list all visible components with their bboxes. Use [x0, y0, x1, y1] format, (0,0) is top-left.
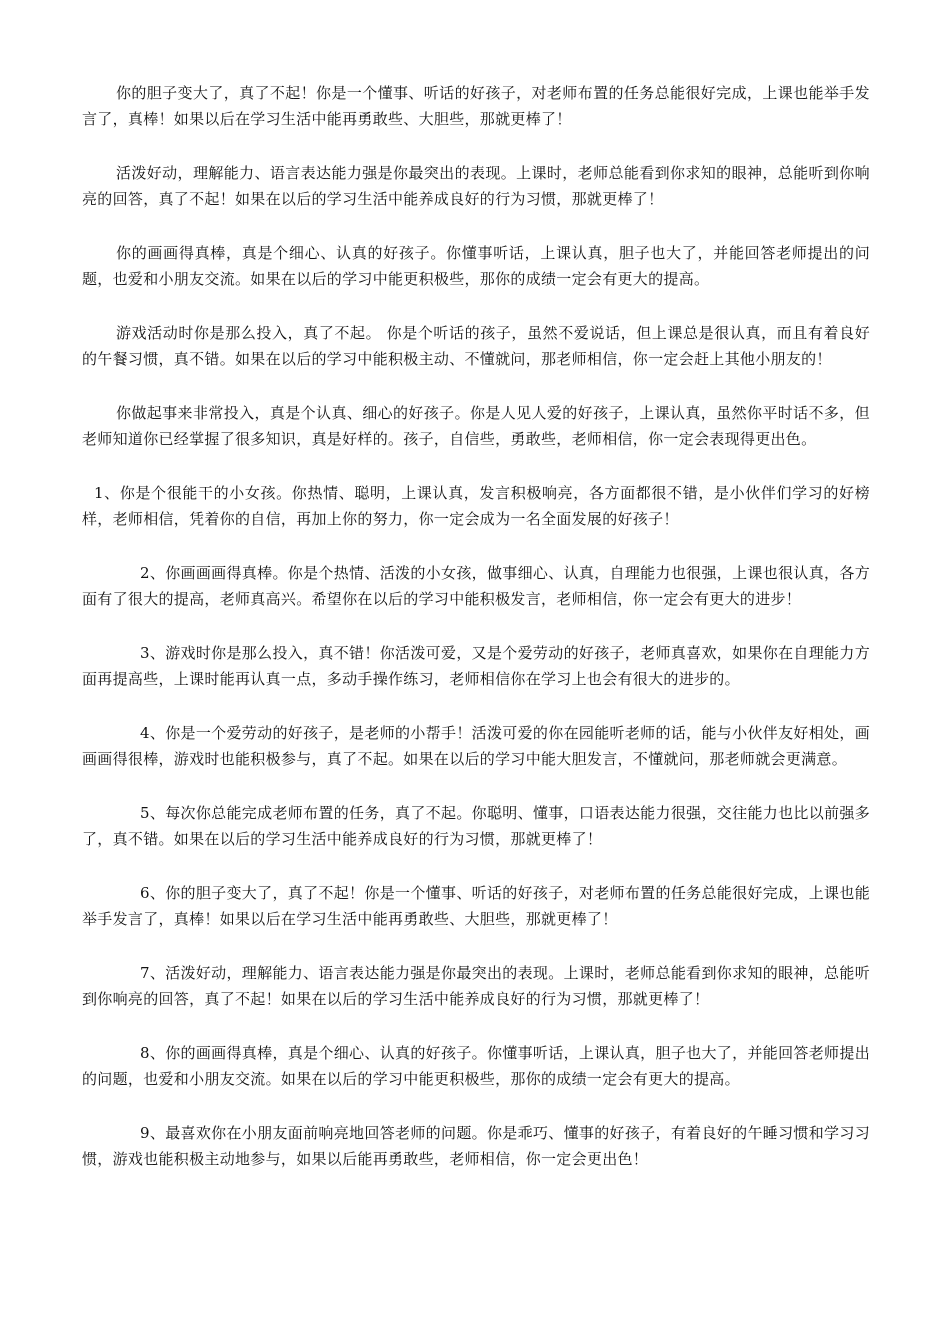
comment-paragraph: 活泼好动，理解能力、语言表达能力强是你最突出的表现。上课时，老师总能看到你求知的眼神，总能听到你响亮的回答，真了不起！如果在以后的学习生活中能养成良好的行为习惯，那就更棒了！	[82, 164, 870, 208]
numbered-comment-5: 5、每次你总能完成老师布置的任务，真了不起。你聪明、懂事，口语表达能力很强，交往能力也比以前强多了，真不错。如果在以后的学习生活中能养成良好的行为习惯，那就更棒了！	[82, 804, 870, 848]
paragraph-gap	[82, 852, 870, 880]
comment-paragraph: 游戏活动时你是那么投入，真了不起。 你是个听话的孩子，虽然不爱说话，但上课总是很认真，而且有着良好的午餐习惯，真不错。如果在以后的学习中能积极主动、不懂就问，那老师相信，你一定会赶上其他小朋友的！	[82, 324, 870, 368]
paragraph-gap	[82, 372, 870, 400]
paragraph-gap	[82, 1012, 870, 1040]
numbered-comment-8: 8、你的画画得真棒，真是个细心、认真的好孩子。你懂事听话，上课认真，胆子也大了，并能回答老师提出的问题，也爱和小朋友交流。如果在以后的学习中能更积极些，那你的成绩一定会有更大的提高。	[82, 1044, 870, 1088]
numbered-comment-1: 1、你是个很能干的小女孩。你热情、聪明，上课认真，发言积极响亮，各方面都很不错，是小伙伴们学习的好榜样，老师相信，凭着你的自信，再加上你的努力，你一定会成为一名全面发展的好孩子！	[82, 484, 870, 528]
comment-paragraph: 你做起事来非常投入，真是个认真、细心的好孩子。你是人见人爱的好孩子，上课认真，虽然你平时话不多，但老师知道你已经掌握了很多知识，真是好样的。孩子，自信些，勇敢些，老师相信，你一定会表现得更出色。	[82, 404, 870, 448]
numbered-comment-9: 9、最喜欢你在小朋友面前响亮地回答老师的问题。你是乖巧、懂事的好孩子，有着良好的午睡习惯和学习习惯，游戏也能积极主动地参与，如果以后能再勇敢些，老师相信，你一定会更出色！	[82, 1124, 870, 1168]
paragraph-gap	[82, 932, 870, 960]
paragraph-gap	[82, 132, 870, 160]
paragraph-gap	[82, 212, 870, 240]
paragraph-gap	[82, 1092, 870, 1120]
numbered-comment-7: 7、活泼好动，理解能力、语言表达能力强是你最突出的表现。上课时，老师总能看到你求知的眼神，总能听到你响亮的回答，真了不起！如果在以后的学习生活中能养成良好的行为习惯，那就更棒了！	[82, 964, 870, 1008]
paragraph-gap	[82, 772, 870, 800]
document-body	[82, 80, 870, 1172]
paragraph-gap	[82, 692, 870, 720]
numbered-comment-3: 3、游戏时你是那么投入，真不错！你活泼可爱，又是个爱劳动的好孩子，老师真喜欢，如果你在自理能力方面再提高些，上课时能再认真一点，多动手操作练习，老师相信你在学习上也会有很大的进步的。	[82, 644, 870, 688]
numbered-comment-4: 4、你是一个爱劳动的好孩子，是老师的小帮手！活泼可爱的你在园能听老师的话，能与小伙伴友好相处，画画画得很棒，游戏时也能积极参与，真了不起。如果在以后的学习中能大胆发言，不懂就问，那老师就会更满意。	[82, 724, 870, 768]
paragraph-gap	[82, 532, 870, 560]
paragraph-gap	[82, 452, 870, 480]
paragraph-gap	[82, 292, 870, 320]
comment-paragraph: 你的画画得真棒，真是个细心、认真的好孩子。你懂事听话，上课认真，胆子也大了，并能回答老师提出的问题，也爱和小朋友交流。如果在以后的学习中能更积极些，那你的成绩一定会有更大的提高。	[82, 244, 870, 288]
paragraph-gap	[82, 612, 870, 640]
numbered-comment-6: 6、你的胆子变大了，真了不起！你是一个懂事、听话的好孩子，对老师布置的任务总能很好完成，上课也能举手发言了，真棒！如果以后在学习生活中能再勇敢些、大胆些，那就更棒了！	[82, 884, 870, 928]
comment-paragraph: 你的胆子变大了，真了不起！你是一个懂事、听话的好孩子，对老师布置的任务总能很好完成，上课也能举手发言了，真棒！如果以后在学习生活中能再勇敢些、大胆些，那就更棒了！	[82, 84, 870, 128]
numbered-comment-2: 2、你画画画得真棒。你是个热情、活泼的小女孩，做事细心、认真，自理能力也很强，上课也很认真，各方面有了很大的提高，老师真高兴。希望你在以后的学习中能积极发言，老师相信，你一定会有更大的进步！	[82, 564, 870, 608]
